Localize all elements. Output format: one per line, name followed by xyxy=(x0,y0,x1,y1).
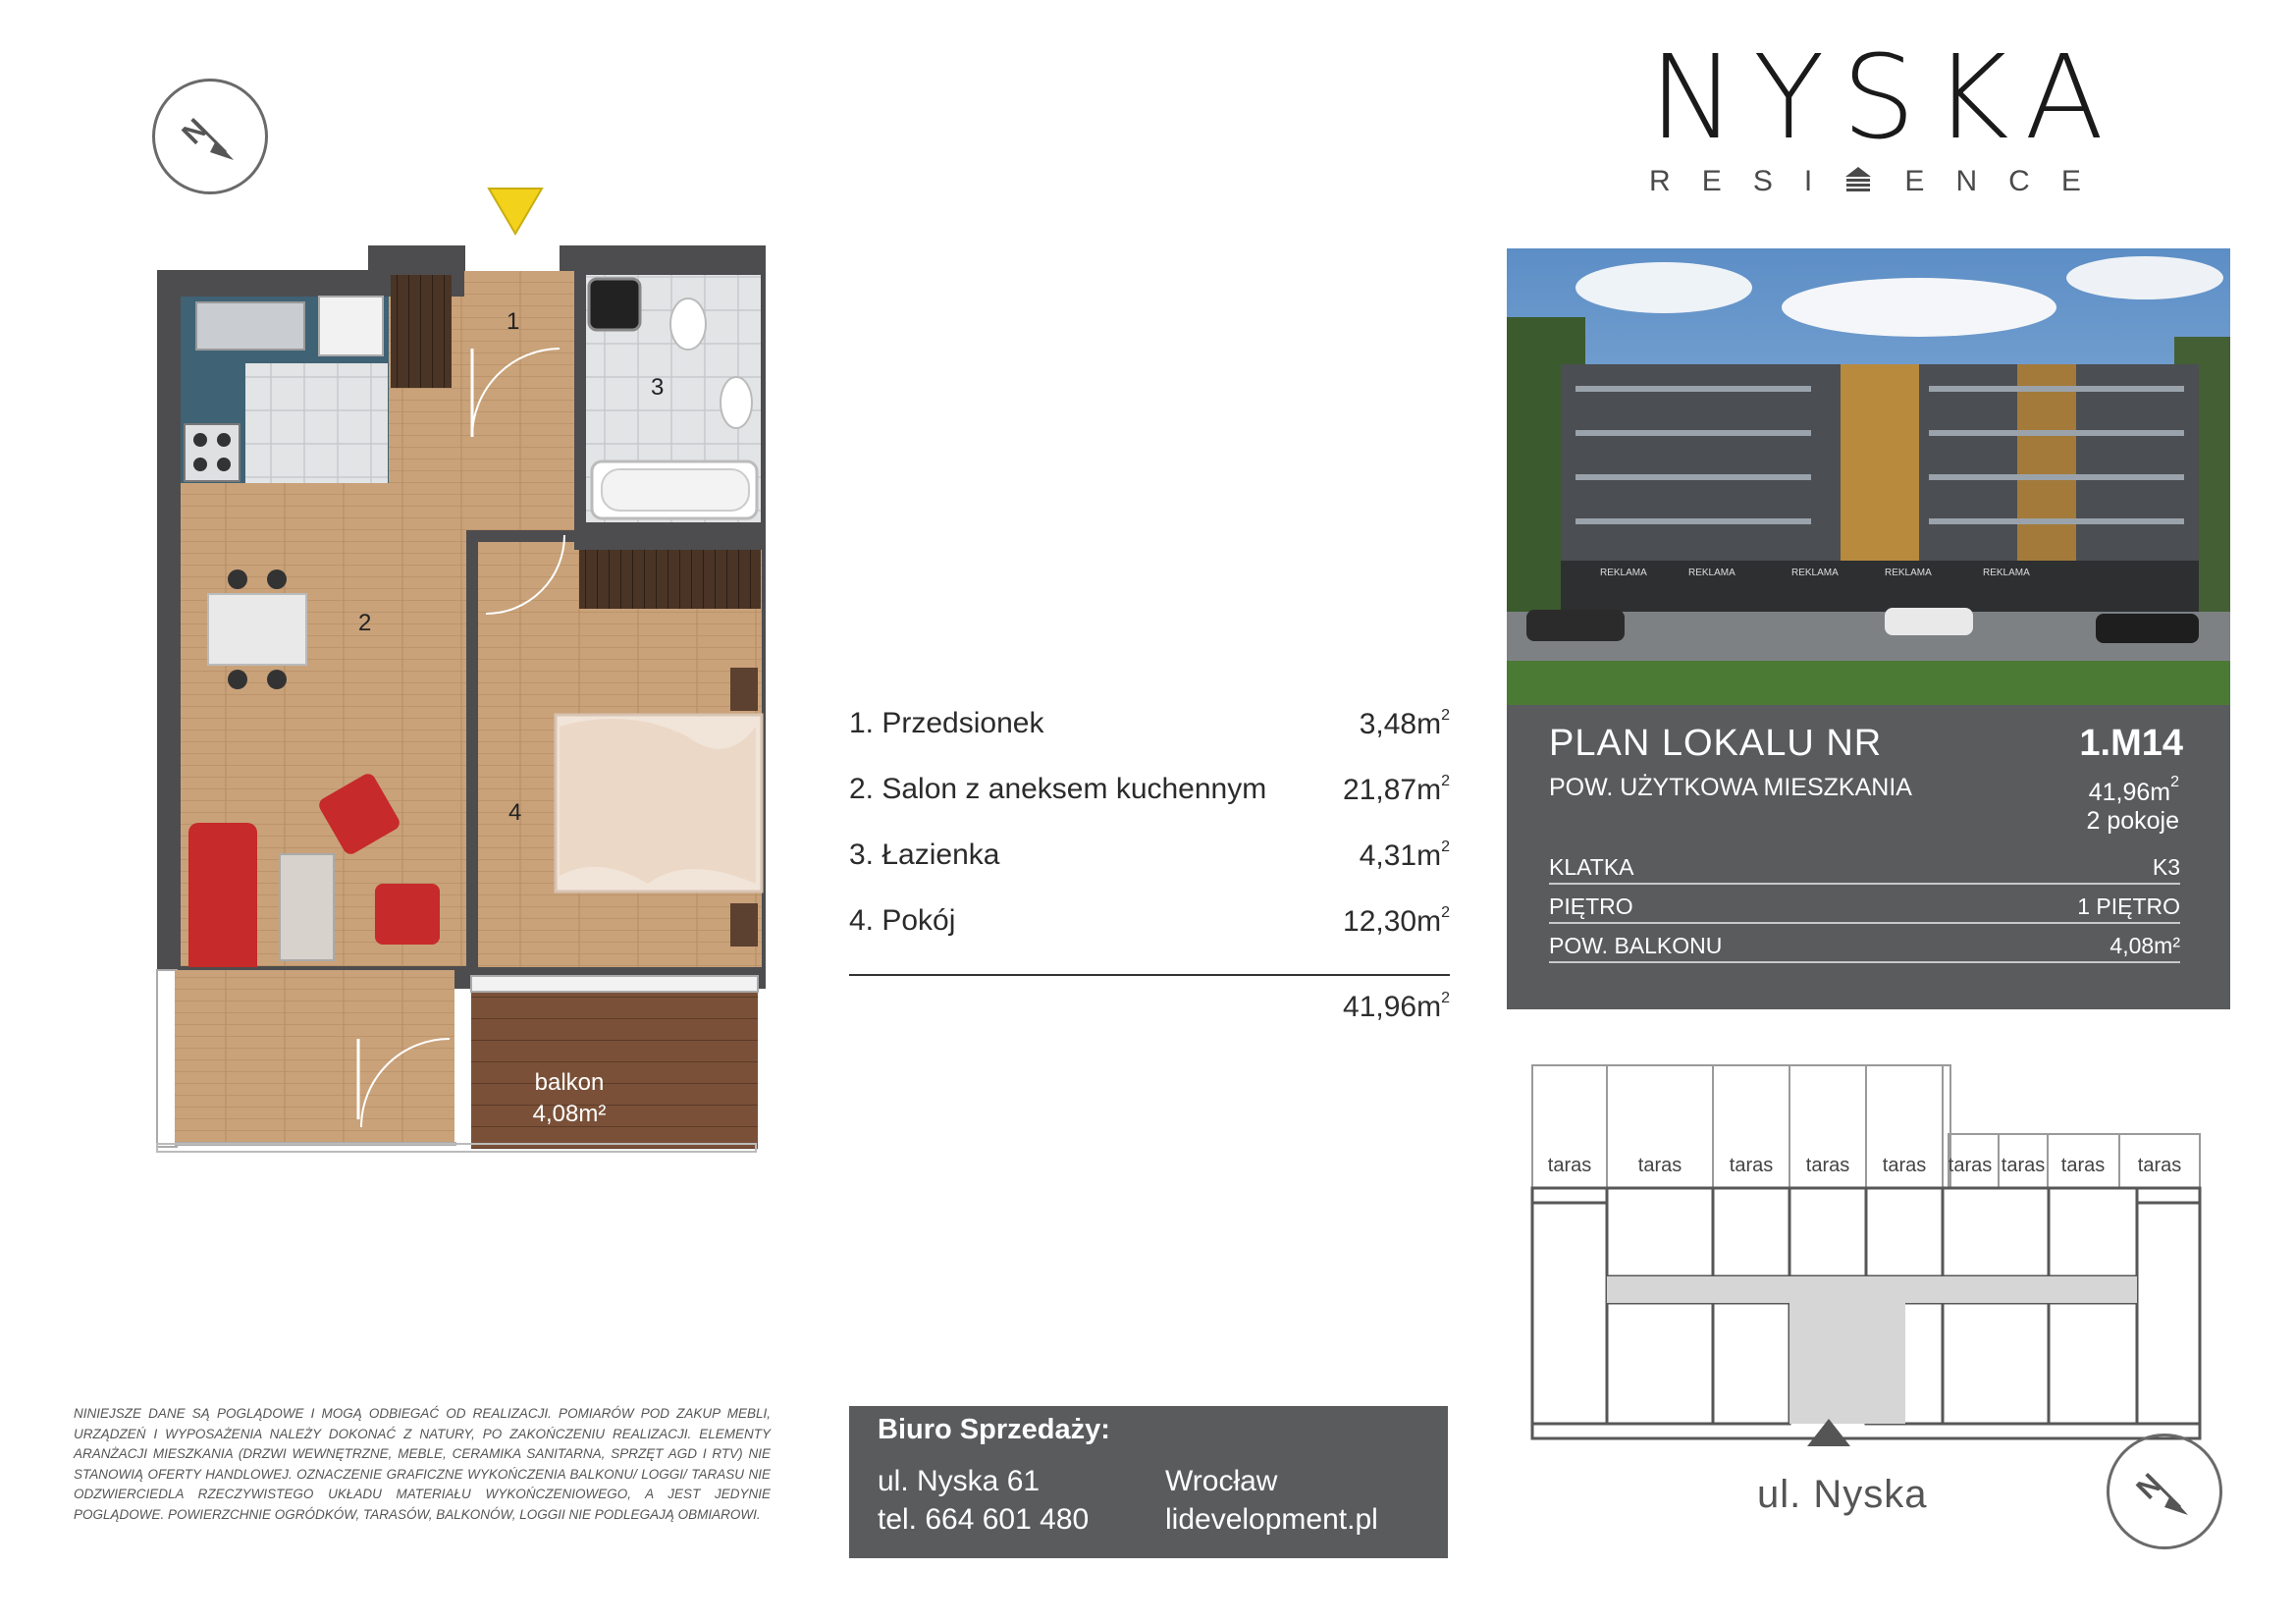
apartment-info-panel xyxy=(1507,705,2230,1009)
sign-label: REKLAMA xyxy=(1688,568,1735,578)
sign-label: REKLAMA xyxy=(1983,568,2030,578)
sales-office-box xyxy=(849,1406,1448,1558)
svg-text:N: N xyxy=(2130,1467,2169,1506)
balcony-area: 4,08m² xyxy=(532,1101,607,1127)
plan-title: PLAN LOKALU NR xyxy=(1549,723,1883,764)
building-rendering xyxy=(1507,248,2230,705)
terrace-label: taras xyxy=(1948,1155,1993,1176)
sign-label: REKLAMA xyxy=(1791,568,1839,578)
sales-address: ul. Nyska 61 xyxy=(878,1465,1041,1497)
terrace-label: taras xyxy=(2001,1155,2046,1176)
svg-text:N: N xyxy=(176,112,215,151)
terrace-label: taras xyxy=(1729,1155,1774,1176)
logo-house-icon xyxy=(1843,165,1873,200)
info-row-balkon: POW. BALKONU 4,08m² xyxy=(1549,926,2180,963)
balcony-label: balkon xyxy=(534,1069,605,1096)
room-area-table xyxy=(849,707,1450,1024)
sales-phone[interactable]: tel. 664 601 480 xyxy=(878,1503,1090,1536)
room-label-3: 3 xyxy=(651,374,665,401)
building-key-plan xyxy=(1526,1056,2214,1458)
sales-website-link[interactable]: lidevelopment.pl xyxy=(1165,1503,1378,1536)
terrace-label: taras xyxy=(1882,1155,1927,1176)
disclaimer-text: NINIEJSZE DANE SĄ POGLĄDOWE I MOGĄ ODBIEGAĆ OD REALIZACJI. POMIARÓW POD ZAKUP MEBLI, URZĄDZEŃ I WYPOSAŻENIA NALEŻY DOKONAĆ Z NATURY, PO ZAKOŃCZENIU REALIZACJI. ELEMENTY ARANŻACJI MIESZKANIA (DRZWI WEWNĘTRZNE, MEBLE, CERAMIKA SANITARNA, SPRZĘT AGD I RTV) NIE STANOWIĄ OFERTY HANDLOWEJ. OZNACZENIE GRAFICZNE WYKOŃCZENIA BALKONU/ LOGGI/ TARASU NIE ODZWIERCIEDLA RZECZYWISTEGO UKŁADU MATERIAŁU WYKOŃCZENIOWEGO, A JEST JEDYNIE POGLĄDOWE. POWIERZCHNIE OGRÓDKÓW, TARASÓW, BALKONÓW, LOGGII NIE PODLEGAJĄ OBMIAROWI. xyxy=(74,1406,771,1522)
room-row: 3. Łazienka $4,31m^2$ xyxy=(849,839,1450,872)
sales-title: Biuro Sprzedaży: xyxy=(878,1414,1110,1445)
apartment-number: 1.M14 xyxy=(2079,723,2183,764)
terrace-label: taras xyxy=(1547,1155,1592,1176)
room-row: 2. Salon z aneksem kuchennym $21,87m^2$ xyxy=(849,773,1450,806)
floor-plan xyxy=(137,177,805,1178)
logo-title: NYSKA xyxy=(1649,29,2122,165)
logo-subtitle: R E S I E N C E xyxy=(1649,165,2081,200)
rooms-total: $41,96m^2$ xyxy=(1343,990,1450,1023)
room-label-2: 2 xyxy=(358,610,372,636)
terrace-label: taras xyxy=(1805,1155,1850,1176)
info-row-klatka: KLATKA K3 xyxy=(1549,847,2180,885)
street-label: ul. Nyska xyxy=(1757,1473,1928,1516)
room-row: 4. Pokój $12,30m^2$ xyxy=(849,904,1450,938)
sign-label: REKLAMA xyxy=(1600,568,1647,578)
room-label-4: 4 xyxy=(508,799,522,826)
usable-area-value: $41,96m^2$ xyxy=(2088,774,2179,806)
rooms-count: 2 pokoje xyxy=(2086,807,2179,835)
terrace-label: taras xyxy=(1637,1155,1682,1176)
sign-label: REKLAMA xyxy=(1885,568,1932,578)
sales-city: Wrocław xyxy=(1165,1465,1278,1497)
room-label-1: 1 xyxy=(507,308,520,335)
room-row: 1. Przedsionek $3,48m^2$ xyxy=(849,707,1450,740)
usable-area-label: POW. UŻYTKOWA MIESZKANIA xyxy=(1549,774,1912,801)
terrace-label: taras xyxy=(2060,1155,2106,1176)
terrace-label: taras xyxy=(2137,1155,2182,1176)
info-row-pietro: PIĘTRO 1 PIĘTRO xyxy=(1549,887,2180,924)
north-compass-icon xyxy=(2107,1434,2222,1549)
divider xyxy=(849,974,1450,976)
